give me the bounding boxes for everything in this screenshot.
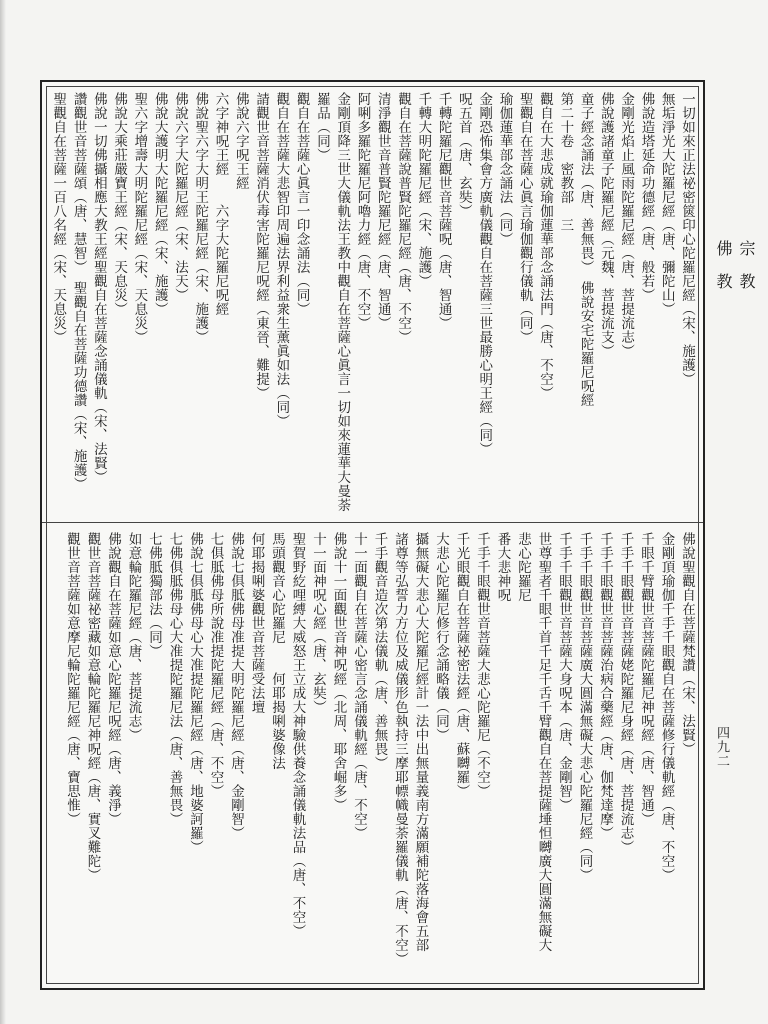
catalog-entry: 佛說七俱胝佛母准提大明陀羅尼經（唐、金剛智） xyxy=(228,532,244,840)
catalog-entry: 千轉陀羅尼觀世音菩薩呪（唐、智通） xyxy=(435,92,452,330)
catalog-entry: 無垢淨光大陀羅尼經（唐、彌陀山） xyxy=(658,92,675,316)
catalog-entry: 馬頭觀音心陀羅尼 何耶揭唎婆像法 xyxy=(269,532,285,770)
catalog-entry: 觀自在菩薩心眞言一印念誦法（同） xyxy=(293,92,310,316)
catalog-entry: 一切如來正法祕密篋印心陀羅尼經（宋、施護） xyxy=(679,92,695,386)
catalog-entry: 六字神呪王經 六字大陀羅尼呪經 xyxy=(212,92,229,316)
catalog-entry: 佛說六字大陀羅尼經（宋、法天） xyxy=(171,92,188,302)
catalog-entry: 佛說大乘莊嚴寶王經（宋、天息災） xyxy=(111,92,128,316)
catalog-entry: 童子經念誦法（唐、善無畏） 佛說安宅陀羅尼呪經 xyxy=(577,92,594,408)
catalog-entry: 千手千眼觀世音菩薩姥陀羅尼身經（唐、菩提流志） xyxy=(617,532,634,854)
header-subsection: 佛 教 xyxy=(714,240,733,296)
catalog-entry: 七佛胝獨部法（同） xyxy=(146,532,162,658)
catalog-entry: 觀自在大悲成就瑜伽蓮華部念誦法門（唐、不空） xyxy=(537,92,554,400)
catalog-entry: 七俱胝佛母所說准提陀羅尼經（唐、不空） xyxy=(207,532,224,798)
catalog-entry: 番大悲神呪 xyxy=(494,532,511,602)
catalog-entry: 佛說聖六字大明王陀羅尼經（宋、施護） xyxy=(192,92,209,344)
catalog-entry: 金剛頂降三世大儀軌法王教中觀自在菩薩心眞言一切如來蓮華大曼荼 xyxy=(334,92,351,512)
catalog-entry: 金剛恐怖集會方廣軌儀觀自在菩薩三世最勝心明王經（同） xyxy=(476,92,493,456)
catalog-entry: 如意輪陀羅尼經（唐、菩提流志） xyxy=(125,532,142,742)
catalog-entry: 佛說聖觀自在菩薩梵讚（宋、法賢） xyxy=(679,532,695,756)
lower-catalog-block xyxy=(48,532,697,982)
catalog-entry: 悲心陀羅尼 xyxy=(515,532,531,602)
catalog-entry: 佛說觀自在菩薩如意心陀羅尼呪經（唐、義淨） xyxy=(105,532,121,826)
catalog-entry: 十一面觀自在菩薩心密言念誦儀軌經（唐、不空） xyxy=(351,532,367,840)
catalog-entry: 千眼千臂觀世音菩薩陀羅尼神呪經（唐、智通） xyxy=(638,532,654,826)
catalog-entry: 呪五首（唐、玄奘） xyxy=(455,92,472,218)
catalog-entry: 金剛頂瑜伽千手千眼觀自在菩薩修行儀軌經（唐、不空） xyxy=(658,532,675,882)
catalog-entry: 聖賀野紇哩縛大威怒王立成大神驗供養念誦儀軌法品（唐、不空） xyxy=(289,532,306,938)
catalog-entry: 佛說十一面觀世音神呪經（北周、耶舍崛多） xyxy=(330,532,347,812)
catalog-entry: 清淨觀世音普賢陀羅尼經（唐、智通） xyxy=(374,92,391,330)
catalog-entry: 十一面神呪心經（唐、玄奘） xyxy=(310,532,326,714)
catalog-entry: 何耶揭唎婆觀世音菩薩受法壇 xyxy=(248,532,265,714)
catalog-entry: 讚觀世音菩薩頌（唐、慧智） 聖觀自在菩薩功德讚（宋、施護） xyxy=(70,92,87,492)
catalog-entry: 佛說七俱胝佛母心大准提陀羅尼經（唐、地婆訶羅） xyxy=(187,532,203,854)
catalog-entry: 千手千眼觀世音菩薩治病合藥經（唐、伽梵達摩） xyxy=(597,532,613,840)
catalog-entry: 聖觀自在菩薩心眞言瑜伽觀行儀軌（同） xyxy=(516,92,533,344)
catalog-entry: 世尊聖者千眼千首千足千舌千臂觀自在菩提薩埵怛嚩廣大圓滿無礙大 xyxy=(535,532,552,952)
catalog-entry: 攝無礙大悲心大陀羅尼經計一法中出無量義南方滿願補陀落海會五部 xyxy=(412,532,429,952)
catalog-entry: 觀自在菩薩大悲智印周遍法界利益衆生薰眞如法（同） xyxy=(273,92,290,428)
catalog-entry: 千手千眼觀世音菩薩大悲心陀羅尼（不空） xyxy=(474,532,490,798)
catalog-entry: 佛說造塔延命功德經（唐、般若） xyxy=(638,92,655,302)
catalog-entry: 聖六字增壽大明陀羅尼經（宋、天息災） xyxy=(131,92,148,344)
catalog-entry: 千手千眼觀世音菩薩大身呪本（唐、金剛智） xyxy=(556,532,572,812)
scan-edge-shadow xyxy=(0,0,6,1024)
catalog-entry: 七佛俱胝佛母心大准提陀羅尼法（唐、善無畏） xyxy=(166,532,183,826)
block-divider xyxy=(42,522,703,523)
catalog-entry: 觀自在菩薩說普賢陀羅尼經（唐、不空） xyxy=(395,92,412,344)
catalog-entry: 金剛光焰止風雨陀羅尼經（唐、菩提流志） xyxy=(618,92,635,358)
catalog-entry: 瑜伽蓮華部念誦法（同） xyxy=(496,92,513,246)
running-header xyxy=(712,240,758,295)
header-section: 宗 教 xyxy=(737,240,756,296)
catalog-entry: 佛說一切佛攝相應大教王經聖觀自在菩薩念誦儀軌（宋、法賢） xyxy=(90,92,107,484)
catalog-entry: 阿唎多羅陀羅尼阿嚕力經（唐、不空） xyxy=(354,92,371,330)
catalog-entry: 千手千眼觀世音菩薩廣大圓滿無礙大悲心陀羅尼經（同） xyxy=(576,532,593,882)
catalog-entry: 觀世音菩薩如意摩尼輪陀羅尼經（唐、寶思惟） xyxy=(64,532,80,826)
catalog-entry: 佛說大護明大陀羅尼經（宋、施護） xyxy=(151,92,168,316)
catalog-entry: 羅品（同） xyxy=(313,92,330,162)
catalog-entry: 聖觀自在菩薩一百八名經（宋、天息災） xyxy=(50,92,67,344)
catalog-entry: 觀世音菩薩祕密藏如意輪陀羅尼神呪經（唐、實叉難陀） xyxy=(84,532,101,882)
upper-catalog-block xyxy=(48,92,697,517)
catalog-frame xyxy=(40,80,705,990)
catalog-entry: 大悲心陀羅尼修行念誦略儀（同） xyxy=(433,532,449,742)
catalog-entry: 佛說護諸童子陀羅尼經（元魏、菩提流支） xyxy=(597,92,614,358)
catalog-entry: 千轉大明陀羅尼經（宋、施護） xyxy=(415,92,432,288)
page-number: 四九二 xyxy=(714,726,729,768)
catalog-entry: 諸尊等弘誓力方位及威儀形色執持三摩耶幖幟曼荼羅儀軌（唐、不空） xyxy=(392,532,408,966)
catalog-entry: 第二十卷 密教部 三 xyxy=(557,92,574,232)
catalog-entry: 請觀世音菩薩消伏毒害陀羅尼呪經（東晉、難提） xyxy=(253,92,270,400)
catalog-entry: 千手觀音造次第法儀軌（唐、善無畏） xyxy=(371,532,388,770)
catalog-entry: 千光眼觀自在菩薩祕密法經（唐、蘇嚩羅） xyxy=(453,532,470,798)
catalog-entry: 佛說六字呪王經 xyxy=(232,92,249,190)
